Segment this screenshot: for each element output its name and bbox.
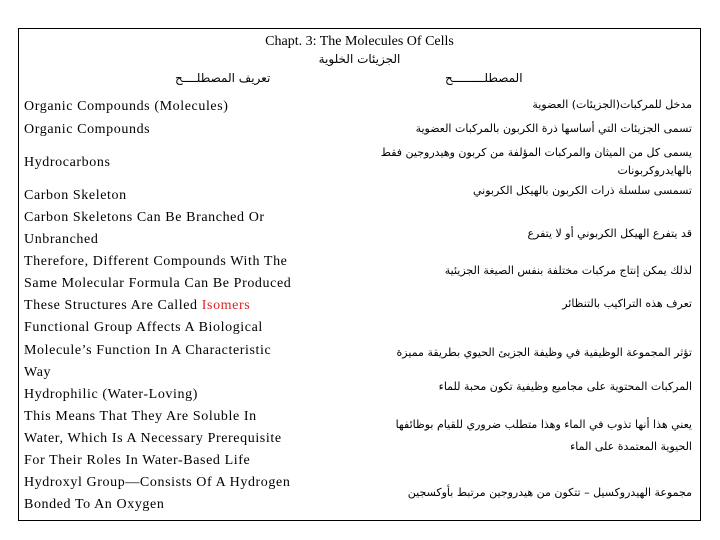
arabic-line: لذلك يمكن إنتاج مركبات مختلفة بنفس الصيغة الجزيئية bbox=[444, 264, 692, 277]
english-line-text: These Structures Are Called bbox=[24, 298, 202, 313]
arabic-line: قد يتفرع الهيكل الكربوني أو لا يتفرع bbox=[527, 227, 692, 240]
arabic-line: المركبات المحتوية على مجاميع وظيفية تكون محبة للماء bbox=[438, 380, 692, 393]
english-line: Unbranched bbox=[24, 232, 99, 247]
definition-column-header: تعريف المصطلــــح bbox=[175, 71, 271, 85]
english-line: Organic Compounds bbox=[24, 122, 151, 137]
english-line: Carbon Skeleton bbox=[24, 188, 127, 203]
english-line: Organic Compounds (Molecules) bbox=[24, 99, 229, 114]
arabic-line: مدخل للمركبات(الجزيئات) العضوية bbox=[532, 98, 692, 111]
english-line: Same Molecular Formula Can Be Produced bbox=[24, 276, 292, 291]
arabic-line: تعرف هذه التراكيب بالتنظائر bbox=[562, 297, 692, 310]
arabic-line: تسمسى سلسلة ذرات الكربون بالهيكل الكربوني bbox=[473, 184, 692, 197]
english-line: For Their Roles In Water-Based Life bbox=[24, 453, 251, 468]
arabic-line: تسمى الجزيئات التي أساسها ذرة الكربون بالمركبات العضوية bbox=[415, 122, 692, 135]
english-line: Carbon Skeletons Can Be Branched Or bbox=[24, 210, 265, 225]
page-subtitle-arabic: الجزيئات الخلوية bbox=[318, 52, 401, 66]
arabic-line: مجموعة الهيدروكسيل – تتكون من هيدروجين مرتبط بأوكسجين bbox=[407, 486, 692, 499]
english-line: Functional Group Affects A Biological bbox=[24, 320, 263, 335]
english-line: Hydroxyl Group—Consists Of A Hydrogen bbox=[24, 475, 291, 490]
arabic-line: بالهايدروكربونات bbox=[617, 164, 692, 177]
english-line: Water, Which Is A Necessary Prerequisite bbox=[24, 431, 282, 446]
term-column-header: المصطلـــــــــح bbox=[445, 71, 523, 85]
isomers-highlight: Isomers bbox=[201, 298, 251, 313]
english-line: Hydrocarbons bbox=[24, 155, 111, 170]
english-line: Bonded To An Oxygen bbox=[24, 497, 165, 512]
english-line: Therefore, Different Compounds With The bbox=[24, 254, 288, 269]
arabic-line: تؤثر المجموعة الوظيفية في وظيفة الجزيئ الحيوي بطريقة مميزة bbox=[396, 346, 692, 359]
arabic-line: يسمى كل من الميثان والمركبات المؤلفة من كربون وهيدروجين فقط bbox=[380, 146, 692, 159]
english-line-isomers bbox=[24, 298, 250, 314]
english-line: Hydrophilic (Water-Loving) bbox=[24, 387, 198, 402]
arabic-line: يعني هذا أنها تذوب في الماء وهذا متطلب ضروري للقيام بوظائفها bbox=[395, 418, 692, 431]
english-line: This Means That They Are Soluble In bbox=[24, 409, 257, 424]
arabic-line: الحيوية المعتمدة على الماء bbox=[570, 440, 692, 453]
english-line: Way bbox=[24, 365, 52, 380]
english-line: Molecule’s Function In A Characteristic bbox=[24, 343, 272, 358]
page-title: Chapt. 3: The Molecules Of Cells bbox=[265, 34, 454, 49]
